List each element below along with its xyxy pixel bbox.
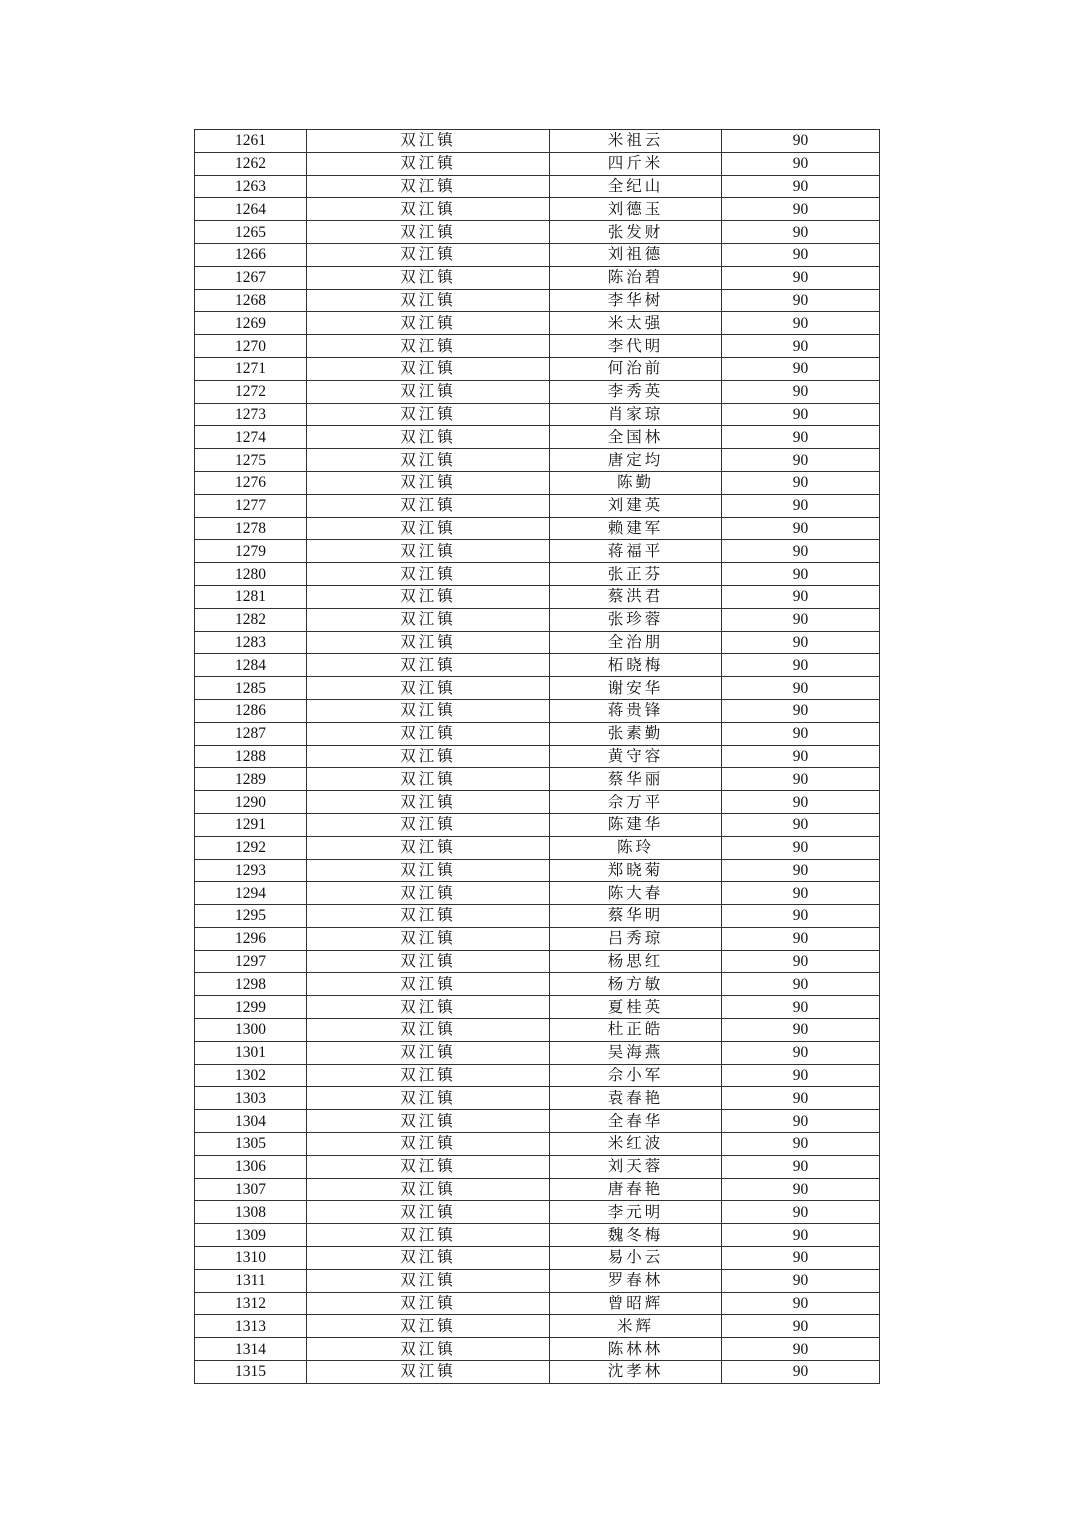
cell-score: 90	[722, 517, 880, 540]
cell-town: 双江镇	[307, 699, 550, 722]
table-row	[195, 1178, 880, 1201]
cell-name: 陈大春	[550, 882, 722, 905]
cell-id: 1277	[195, 494, 307, 517]
cell-name: 全国林	[550, 426, 722, 449]
table-row	[195, 722, 880, 745]
cell-id: 1291	[195, 813, 307, 836]
cell-name: 陈勤	[550, 471, 722, 494]
cell-score: 90	[722, 494, 880, 517]
cell-name: 李代明	[550, 335, 722, 358]
cell-name: 肖家琼	[550, 403, 722, 426]
cell-town: 双江镇	[307, 1178, 550, 1201]
cell-name: 米祖云	[550, 130, 722, 153]
cell-score: 90	[722, 1247, 880, 1270]
cell-id: 1311	[195, 1269, 307, 1292]
cell-town: 双江镇	[307, 335, 550, 358]
cell-town: 双江镇	[307, 312, 550, 335]
cell-id: 1310	[195, 1247, 307, 1270]
cell-name: 李元明	[550, 1201, 722, 1224]
cell-id: 1306	[195, 1155, 307, 1178]
cell-score: 90	[722, 745, 880, 768]
cell-name: 何治前	[550, 357, 722, 380]
cell-id: 1294	[195, 882, 307, 905]
cell-score: 90	[722, 950, 880, 973]
cell-score: 90	[722, 699, 880, 722]
cell-score: 90	[722, 380, 880, 403]
cell-id: 1261	[195, 130, 307, 153]
table-row	[195, 403, 880, 426]
table-row	[195, 745, 880, 768]
cell-town: 双江镇	[307, 1041, 550, 1064]
cell-town: 双江镇	[307, 927, 550, 950]
cell-name: 杨方敏	[550, 973, 722, 996]
table-row	[195, 198, 880, 221]
cell-score: 90	[722, 449, 880, 472]
cell-town: 双江镇	[307, 882, 550, 905]
cell-name: 蔡华明	[550, 905, 722, 928]
cell-id: 1281	[195, 585, 307, 608]
table-row	[195, 266, 880, 289]
cell-score: 90	[722, 175, 880, 198]
cell-name: 米红波	[550, 1133, 722, 1156]
cell-name: 佘小军	[550, 1064, 722, 1087]
cell-town: 双江镇	[307, 175, 550, 198]
cell-id: 1266	[195, 243, 307, 266]
cell-town: 双江镇	[307, 677, 550, 700]
cell-name: 谢安华	[550, 677, 722, 700]
cell-score: 90	[722, 1155, 880, 1178]
cell-score: 90	[722, 243, 880, 266]
cell-name: 黄守容	[550, 745, 722, 768]
cell-town: 双江镇	[307, 517, 550, 540]
cell-score: 90	[722, 585, 880, 608]
table-row	[195, 1315, 880, 1338]
cell-town: 双江镇	[307, 1269, 550, 1292]
table-row	[195, 1155, 880, 1178]
cell-id: 1285	[195, 677, 307, 700]
cell-town: 双江镇	[307, 426, 550, 449]
cell-town: 双江镇	[307, 1224, 550, 1247]
cell-score: 90	[722, 130, 880, 153]
table-row	[195, 563, 880, 586]
cell-score: 90	[722, 1292, 880, 1315]
cell-name: 张发财	[550, 221, 722, 244]
table-row	[195, 335, 880, 358]
cell-town: 双江镇	[307, 791, 550, 814]
cell-score: 90	[722, 198, 880, 221]
cell-id: 1298	[195, 973, 307, 996]
table-row	[195, 927, 880, 950]
cell-town: 双江镇	[307, 1247, 550, 1270]
table-row	[195, 1201, 880, 1224]
cell-town: 双江镇	[307, 494, 550, 517]
table-row	[195, 973, 880, 996]
table-row	[195, 654, 880, 677]
cell-id: 1267	[195, 266, 307, 289]
cell-score: 90	[722, 927, 880, 950]
cell-name: 张珍蓉	[550, 608, 722, 631]
cell-town: 双江镇	[307, 745, 550, 768]
cell-id: 1268	[195, 289, 307, 312]
cell-town: 双江镇	[307, 221, 550, 244]
cell-name: 袁春艳	[550, 1087, 722, 1110]
table-row	[195, 768, 880, 791]
cell-id: 1293	[195, 859, 307, 882]
cell-town: 双江镇	[307, 950, 550, 973]
table-row	[195, 677, 880, 700]
cell-name: 唐定均	[550, 449, 722, 472]
cell-town: 双江镇	[307, 722, 550, 745]
cell-town: 双江镇	[307, 585, 550, 608]
cell-name: 沈孝林	[550, 1361, 722, 1384]
table-row	[195, 289, 880, 312]
table-row	[195, 1110, 880, 1133]
cell-id: 1265	[195, 221, 307, 244]
cell-town: 双江镇	[307, 563, 550, 586]
cell-town: 双江镇	[307, 631, 550, 654]
table-row	[195, 699, 880, 722]
cell-id: 1292	[195, 836, 307, 859]
cell-town: 双江镇	[307, 1110, 550, 1133]
cell-id: 1312	[195, 1292, 307, 1315]
table-row	[195, 1064, 880, 1087]
cell-name: 吴海燕	[550, 1041, 722, 1064]
table-row	[195, 950, 880, 973]
cell-town: 双江镇	[307, 289, 550, 312]
cell-name: 蔡华丽	[550, 768, 722, 791]
cell-name: 佘万平	[550, 791, 722, 814]
cell-score: 90	[722, 905, 880, 928]
table-row	[195, 471, 880, 494]
table-row	[195, 1224, 880, 1247]
table-row	[195, 1133, 880, 1156]
cell-id: 1305	[195, 1133, 307, 1156]
cell-score: 90	[722, 1201, 880, 1224]
cell-score: 90	[722, 996, 880, 1019]
cell-town: 双江镇	[307, 1292, 550, 1315]
cell-score: 90	[722, 654, 880, 677]
table-row	[195, 426, 880, 449]
cell-score: 90	[722, 859, 880, 882]
cell-id: 1308	[195, 1201, 307, 1224]
cell-id: 1263	[195, 175, 307, 198]
cell-id: 1313	[195, 1315, 307, 1338]
cell-town: 双江镇	[307, 357, 550, 380]
cell-score: 90	[722, 1087, 880, 1110]
cell-score: 90	[722, 882, 880, 905]
table-row	[195, 585, 880, 608]
cell-score: 90	[722, 722, 880, 745]
cell-name: 曾昭辉	[550, 1292, 722, 1315]
cell-town: 双江镇	[307, 403, 550, 426]
cell-town: 双江镇	[307, 905, 550, 928]
cell-id: 1301	[195, 1041, 307, 1064]
cell-town: 双江镇	[307, 1361, 550, 1384]
table-row	[195, 1338, 880, 1361]
cell-town: 双江镇	[307, 266, 550, 289]
cell-id: 1279	[195, 540, 307, 563]
cell-town: 双江镇	[307, 243, 550, 266]
cell-score: 90	[722, 1361, 880, 1384]
cell-score: 90	[722, 791, 880, 814]
cell-id: 1264	[195, 198, 307, 221]
cell-name: 陈建华	[550, 813, 722, 836]
cell-name: 刘德玉	[550, 198, 722, 221]
cell-town: 双江镇	[307, 449, 550, 472]
records-table	[194, 129, 880, 1384]
table-row	[195, 1087, 880, 1110]
cell-id: 1303	[195, 1087, 307, 1110]
cell-name: 陈林林	[550, 1338, 722, 1361]
cell-id: 1271	[195, 357, 307, 380]
cell-town: 双江镇	[307, 654, 550, 677]
cell-score: 90	[722, 540, 880, 563]
cell-name: 刘天蓉	[550, 1155, 722, 1178]
cell-score: 90	[722, 221, 880, 244]
cell-score: 90	[722, 1064, 880, 1087]
cell-name: 夏桂英	[550, 996, 722, 1019]
cell-town: 双江镇	[307, 1019, 550, 1042]
table-row	[195, 449, 880, 472]
cell-score: 90	[722, 266, 880, 289]
table-row	[195, 631, 880, 654]
cell-score: 90	[722, 631, 880, 654]
cell-name: 米太强	[550, 312, 722, 335]
cell-town: 双江镇	[307, 471, 550, 494]
cell-id: 1290	[195, 791, 307, 814]
cell-name: 陈治碧	[550, 266, 722, 289]
cell-id: 1274	[195, 426, 307, 449]
cell-name: 米辉	[550, 1315, 722, 1338]
cell-name: 蒋贵锋	[550, 699, 722, 722]
table-row	[195, 312, 880, 335]
cell-town: 双江镇	[307, 1087, 550, 1110]
table-row	[195, 1041, 880, 1064]
cell-id: 1284	[195, 654, 307, 677]
table-row	[195, 357, 880, 380]
cell-id: 1295	[195, 905, 307, 928]
cell-id: 1282	[195, 608, 307, 631]
table-row	[195, 882, 880, 905]
cell-score: 90	[722, 152, 880, 175]
cell-name: 李华树	[550, 289, 722, 312]
cell-score: 90	[722, 1269, 880, 1292]
cell-name: 陈玲	[550, 836, 722, 859]
cell-id: 1289	[195, 768, 307, 791]
cell-town: 双江镇	[307, 836, 550, 859]
cell-name: 蔡洪君	[550, 585, 722, 608]
cell-id: 1299	[195, 996, 307, 1019]
table-row	[195, 1019, 880, 1042]
cell-name: 刘祖德	[550, 243, 722, 266]
cell-score: 90	[722, 335, 880, 358]
table-body	[195, 130, 880, 1384]
cell-id: 1304	[195, 1110, 307, 1133]
cell-id: 1307	[195, 1178, 307, 1201]
cell-id: 1296	[195, 927, 307, 950]
cell-score: 90	[722, 1133, 880, 1156]
cell-name: 张正芬	[550, 563, 722, 586]
table-row	[195, 996, 880, 1019]
table-row	[195, 608, 880, 631]
cell-town: 双江镇	[307, 813, 550, 836]
cell-score: 90	[722, 608, 880, 631]
cell-score: 90	[722, 813, 880, 836]
table-row	[195, 791, 880, 814]
cell-score: 90	[722, 357, 880, 380]
cell-town: 双江镇	[307, 608, 550, 631]
cell-name: 杨思红	[550, 950, 722, 973]
cell-name: 赖建军	[550, 517, 722, 540]
cell-town: 双江镇	[307, 380, 550, 403]
table-row	[195, 1361, 880, 1384]
cell-score: 90	[722, 563, 880, 586]
table-row	[195, 175, 880, 198]
cell-town: 双江镇	[307, 1338, 550, 1361]
cell-town: 双江镇	[307, 1133, 550, 1156]
cell-id: 1273	[195, 403, 307, 426]
cell-score: 90	[722, 312, 880, 335]
cell-name: 张素勤	[550, 722, 722, 745]
cell-id: 1314	[195, 1338, 307, 1361]
cell-name: 四斤米	[550, 152, 722, 175]
table-row	[195, 152, 880, 175]
table-row	[195, 813, 880, 836]
cell-score: 90	[722, 768, 880, 791]
table-row	[195, 1269, 880, 1292]
cell-name: 吕秀琼	[550, 927, 722, 950]
cell-id: 1288	[195, 745, 307, 768]
cell-score: 90	[722, 677, 880, 700]
cell-name: 李秀英	[550, 380, 722, 403]
cell-town: 双江镇	[307, 1315, 550, 1338]
cell-id: 1269	[195, 312, 307, 335]
cell-score: 90	[722, 403, 880, 426]
cell-name: 魏冬梅	[550, 1224, 722, 1247]
cell-id: 1300	[195, 1019, 307, 1042]
cell-town: 双江镇	[307, 1201, 550, 1224]
cell-name: 全纪山	[550, 175, 722, 198]
cell-town: 双江镇	[307, 540, 550, 563]
cell-score: 90	[722, 973, 880, 996]
table-row	[195, 836, 880, 859]
cell-id: 1302	[195, 1064, 307, 1087]
cell-town: 双江镇	[307, 768, 550, 791]
cell-score: 90	[722, 1110, 880, 1133]
cell-score: 90	[722, 1224, 880, 1247]
table-row	[195, 859, 880, 882]
table-row	[195, 1247, 880, 1270]
cell-id: 1272	[195, 380, 307, 403]
cell-id: 1287	[195, 722, 307, 745]
table-row	[195, 221, 880, 244]
cell-name: 郑晓菊	[550, 859, 722, 882]
table-row	[195, 380, 880, 403]
table-row	[195, 1292, 880, 1315]
table-row	[195, 494, 880, 517]
cell-id: 1315	[195, 1361, 307, 1384]
cell-score: 90	[722, 1315, 880, 1338]
cell-score: 90	[722, 1041, 880, 1064]
cell-id: 1297	[195, 950, 307, 973]
cell-id: 1280	[195, 563, 307, 586]
table-row	[195, 905, 880, 928]
cell-name: 唐春艳	[550, 1178, 722, 1201]
cell-name: 罗春林	[550, 1269, 722, 1292]
cell-id: 1276	[195, 471, 307, 494]
cell-id: 1275	[195, 449, 307, 472]
cell-name: 全春华	[550, 1110, 722, 1133]
cell-score: 90	[722, 471, 880, 494]
table-row	[195, 540, 880, 563]
cell-town: 双江镇	[307, 996, 550, 1019]
cell-name: 杜正皓	[550, 1019, 722, 1042]
cell-name: 全治朋	[550, 631, 722, 654]
cell-id: 1286	[195, 699, 307, 722]
cell-id: 1278	[195, 517, 307, 540]
cell-town: 双江镇	[307, 973, 550, 996]
cell-score: 90	[722, 1178, 880, 1201]
cell-town: 双江镇	[307, 198, 550, 221]
cell-id: 1270	[195, 335, 307, 358]
cell-town: 双江镇	[307, 1155, 550, 1178]
cell-name: 蒋福平	[550, 540, 722, 563]
cell-name: 柘晓梅	[550, 654, 722, 677]
cell-score: 90	[722, 836, 880, 859]
table-row	[195, 517, 880, 540]
cell-score: 90	[722, 1338, 880, 1361]
cell-score: 90	[722, 289, 880, 312]
table-row	[195, 130, 880, 153]
cell-town: 双江镇	[307, 152, 550, 175]
cell-town: 双江镇	[307, 859, 550, 882]
cell-name: 易小云	[550, 1247, 722, 1270]
table-row	[195, 243, 880, 266]
cell-id: 1262	[195, 152, 307, 175]
cell-id: 1283	[195, 631, 307, 654]
cell-town: 双江镇	[307, 130, 550, 153]
cell-score: 90	[722, 1019, 880, 1042]
cell-name: 刘建英	[550, 494, 722, 517]
cell-score: 90	[722, 426, 880, 449]
cell-town: 双江镇	[307, 1064, 550, 1087]
cell-id: 1309	[195, 1224, 307, 1247]
